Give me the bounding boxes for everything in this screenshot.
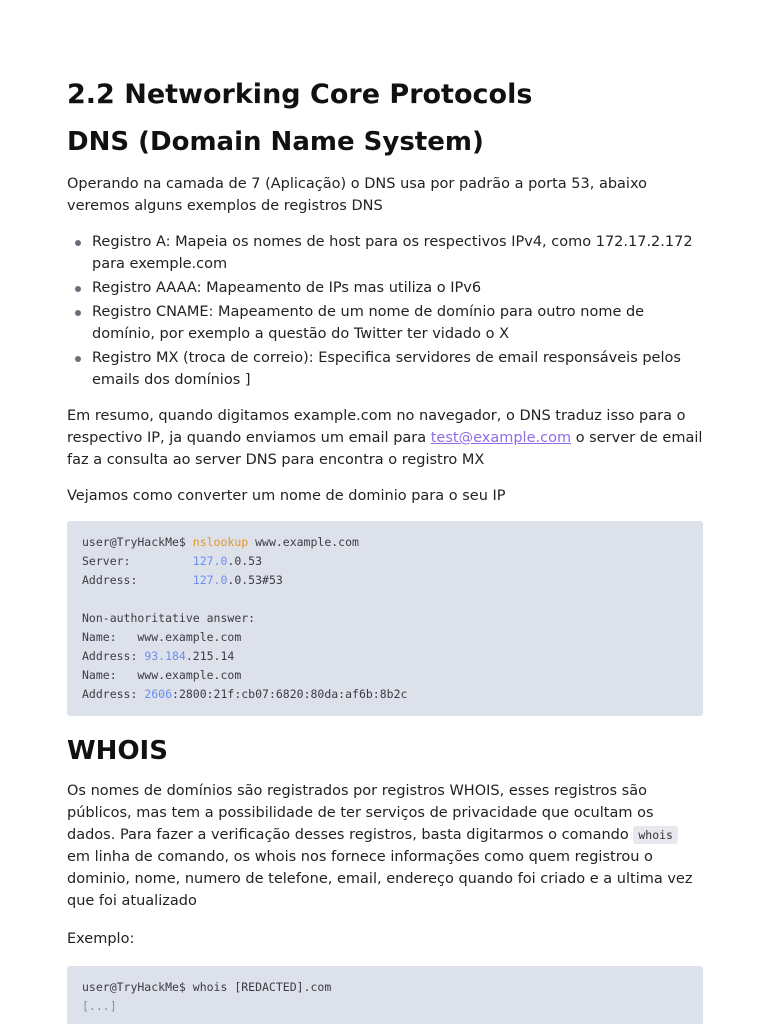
- code-addr1-rest: .215.14: [185, 649, 235, 663]
- example-label: Exemplo:: [67, 931, 135, 947]
- whois-code-block: [67, 966, 703, 1024]
- code-name-1: Name: www.example.com: [82, 630, 242, 644]
- dns-summary-paragraph: [67, 405, 703, 471]
- email-link[interactable]: test@example.com: [430, 430, 572, 446]
- code-address-num: 127.0: [192, 573, 228, 587]
- code-addr2-label: Address:: [82, 687, 145, 701]
- code-non-auth: Non-authoritative answer:: [82, 611, 256, 625]
- whois-code-line-1: user@TryHackMe$ whois [REDACTED].com: [82, 980, 332, 994]
- document-content: [67, 76, 703, 1024]
- code-command: nslookup: [192, 535, 249, 549]
- list-item-record-aaaa: Registro AAAA: Mapeamento de IPs mas utiliza o IPv6: [67, 277, 703, 299]
- dns-intro-paragraph: Operando na camada de 7 (Aplicação) o DNS usa por padrão a porta 53, abaixo veremos alguns exemplos de registros DNS: [67, 176, 647, 214]
- code-name-2: Name: www.example.com: [82, 668, 242, 682]
- code-address-label: Address:: [82, 573, 193, 587]
- dns-heading: DNS (Domain Name System): [67, 127, 484, 157]
- whois-text-before: Os nomes de domínios são registrados por registros WHOIS, esses registros são públicos, mas tem a possibilidade de ter serviços de privacidade que ocultam os dados. Para fazer a verificação desses registros, basta digitarmos o comando: [67, 783, 654, 843]
- whois-inline-code: whois: [633, 826, 678, 844]
- section-title: 2.2 Networking Core Protocols: [67, 79, 533, 110]
- code-addr2-num: 2606: [144, 687, 173, 701]
- dns-records-list: [67, 231, 703, 391]
- list-item-record-a: Registro A: Mapeia os nomes de host para os respectivos IPv4, como 172.17.2.172 para exemple.com: [67, 231, 703, 275]
- summary-text-before: Em resumo, quando digitamos example.com no navegador, o DNS traduz isso para o respectivo IP, ja quando enviamos um email para: [67, 408, 686, 446]
- code-server-rest: .0.53: [227, 554, 263, 568]
- list-item-record-mx: Registro MX (troca de correio): Especifica servidores de email responsáveis pelos emails dos domínios ]: [67, 347, 703, 391]
- code-addr1-label: Address:: [82, 649, 145, 663]
- whois-code-line-2: [...]: [82, 999, 117, 1013]
- code-addr2-rest: :2800:21f:cb07:6820:80da:af6b:8b2c: [172, 687, 408, 701]
- code-prompt: user@TryHackMe$: [82, 535, 193, 549]
- list-item-record-cname: Registro CNAME: Mapeamento de um nome de domínio para outro nome de domínio, por exemplo a questão do Twitter ter vidado o X: [67, 301, 703, 345]
- convert-intro-paragraph: Vejamos como converter um nome de dominio para o seu IP: [67, 488, 506, 504]
- whois-paragraph: [67, 780, 703, 912]
- nslookup-code-block: [67, 521, 703, 716]
- code-addr1-num: 93.184: [144, 649, 186, 663]
- code-address-rest: .0.53#53: [227, 573, 283, 587]
- whois-text-after: em linha de comando, os whois nos fornece informações como quem registrou o dominio, nome, numero de telefone, email, endereço quando foi criado e a ultima vez que foi atualizado: [67, 849, 693, 909]
- code-server-label: Server:: [82, 554, 193, 568]
- summary-text-after: o server de email faz a consulta ao server DNS para encontra o registro MX: [67, 430, 703, 468]
- code-server-num: 127.0: [192, 554, 228, 568]
- whois-heading: WHOIS: [67, 736, 168, 766]
- code-command-arg: www.example.com: [248, 535, 359, 549]
